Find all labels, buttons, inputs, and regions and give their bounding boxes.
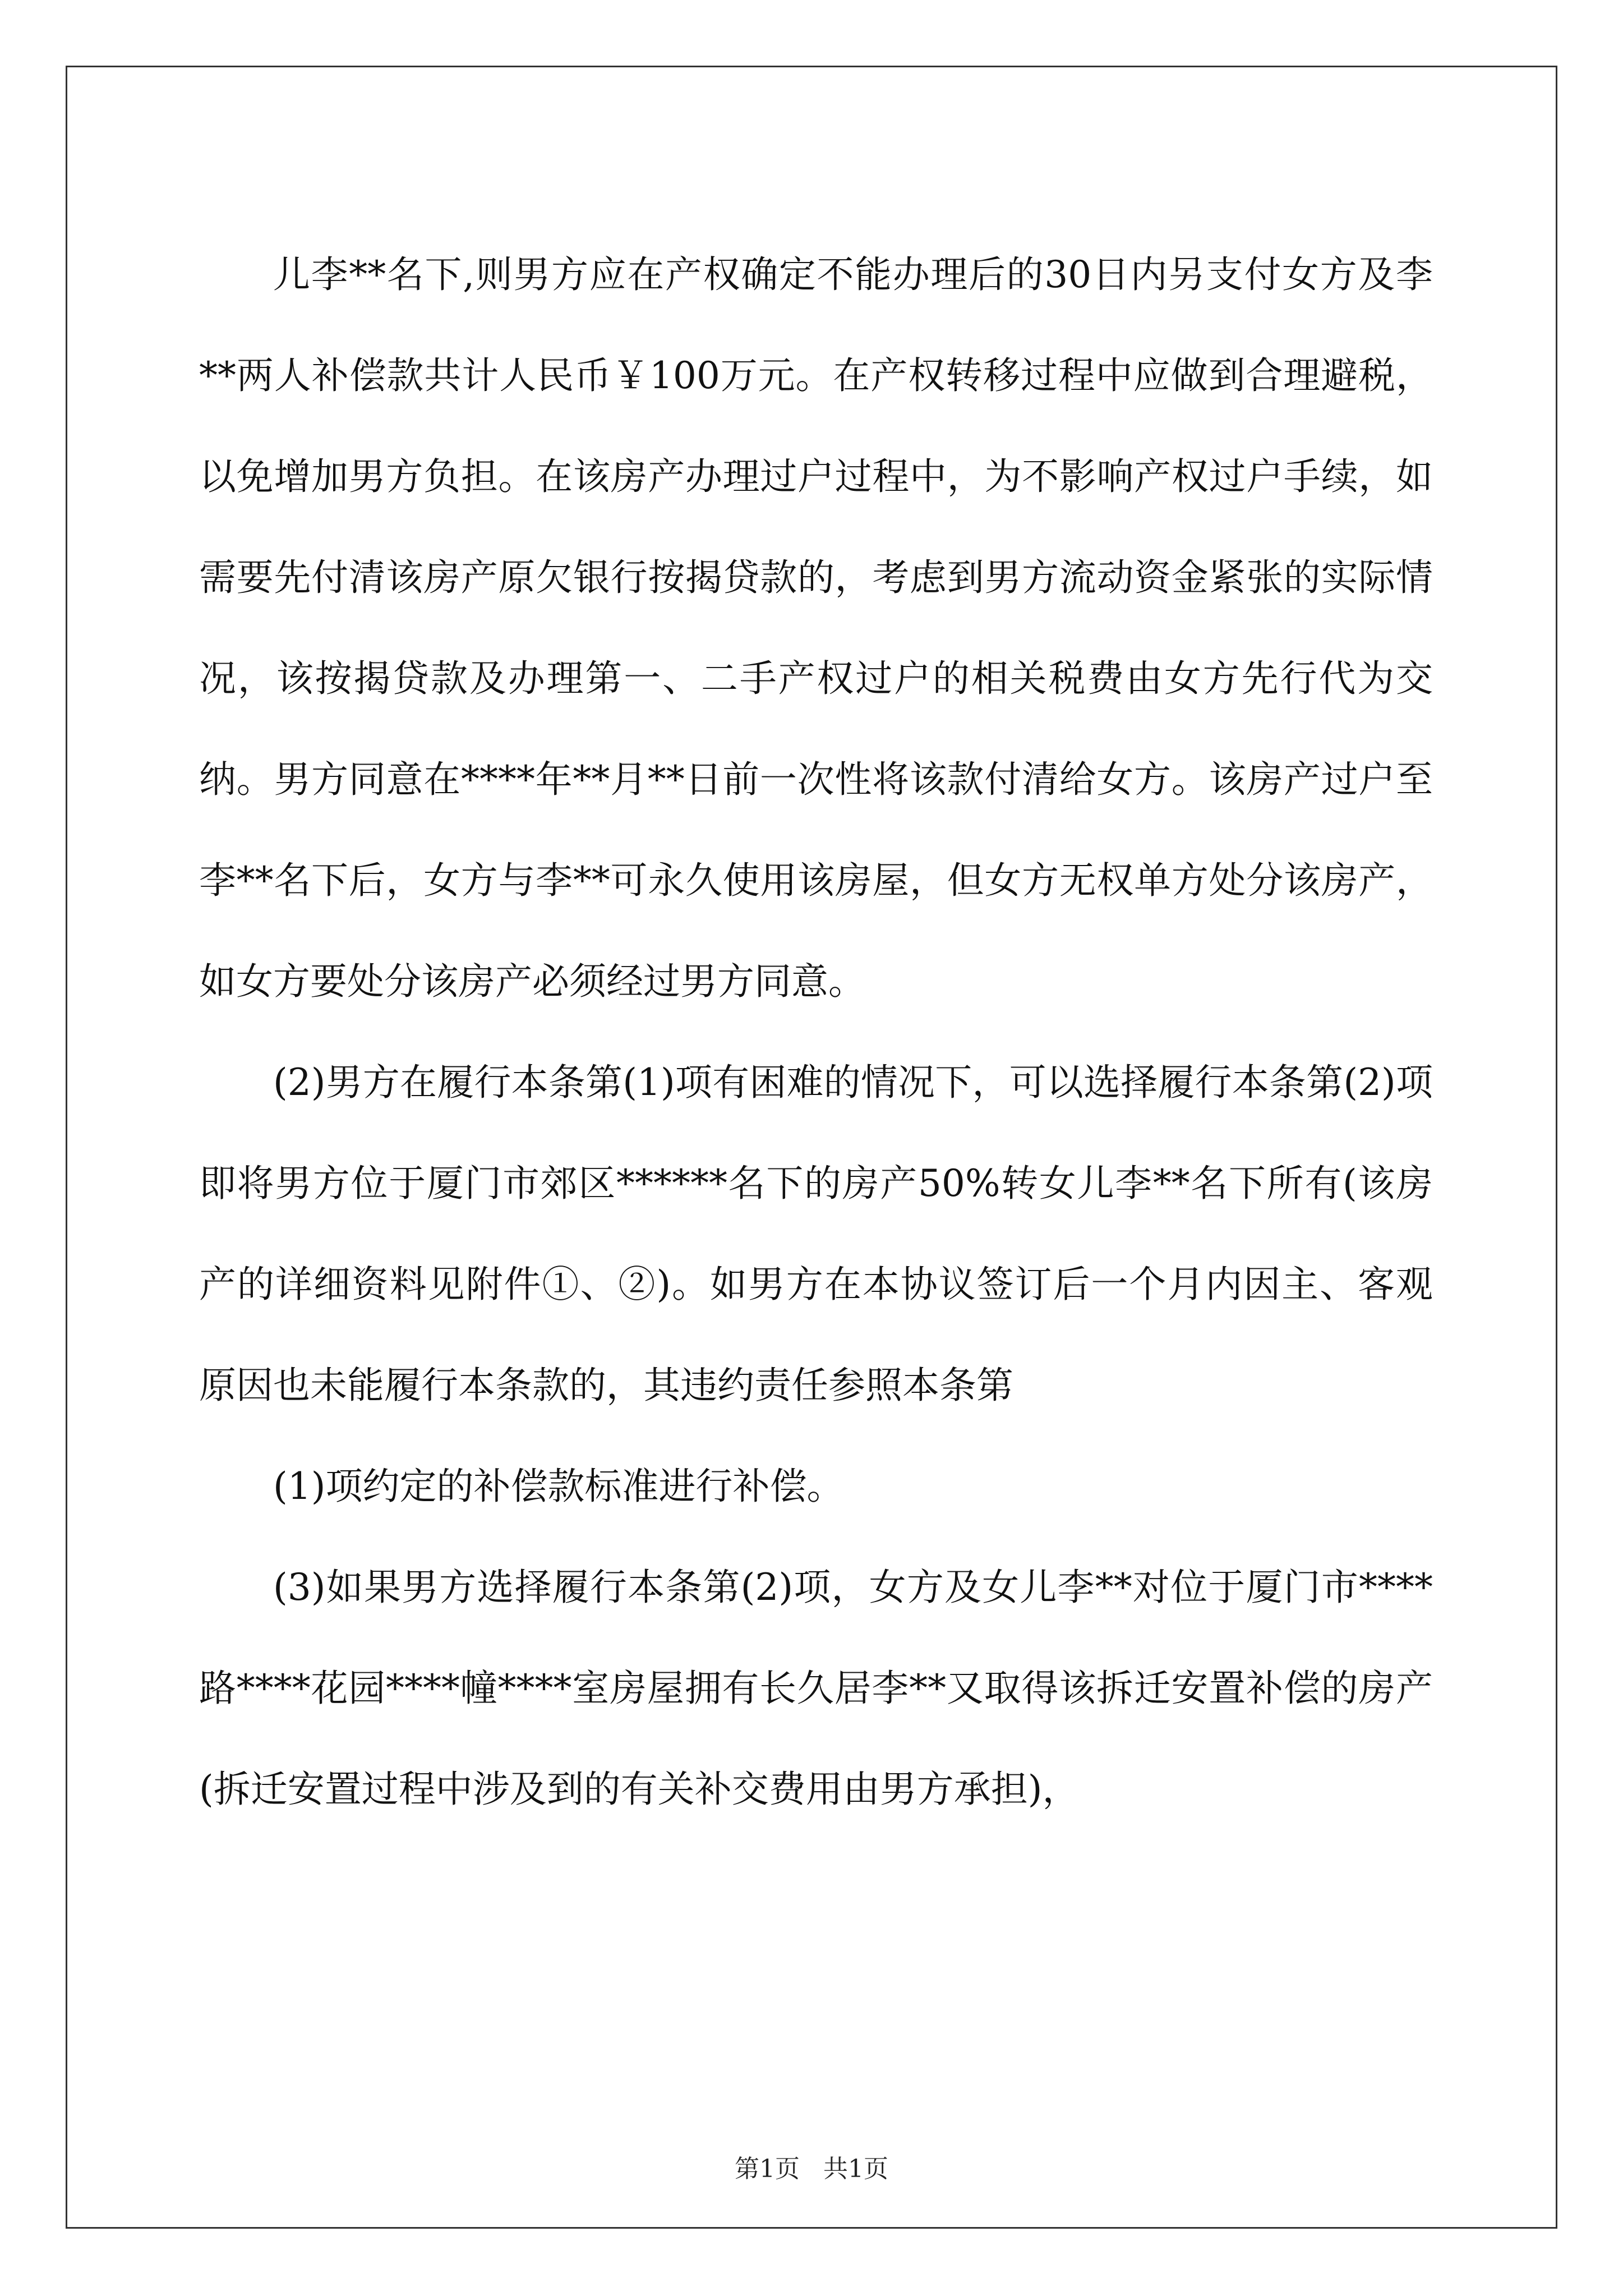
page-footer: 第1页 共1页 — [735, 2155, 888, 2183]
document-body — [199, 224, 1433, 1840]
paragraph-2: (2)男方在履行本条第(1)项有困难的情况下，可以选择履行本条第(2)项即将男方位于厦门市郊区******名下的房产50%转女儿李**名下所有(该房产的详细资料见附件①、②)。如男方在本协议签订后一个月内因主、客观原因也未能履行本条款的，其违约责任参照本条第 — [199, 1061, 1433, 1407]
paragraph-4: (3)如果男方选择履行本条第(2)项，女方及女儿李**对位于厦门市****路****花园****幢****室房屋拥有长久居李**又取得该拆迁安置补偿的房产(拆迁安置过程中涉及到的有关补交费用由男方承担)， — [199, 1566, 1433, 1811]
paragraph-3: (1)项约定的补偿款标准进行补偿。 — [273, 1465, 844, 1508]
paragraph-1: 儿李**名下,则男方应在产权确定不能办理后的30日内另支付女方及李**两人补偿款共计人民币￥100万元。在产权转移过程中应做到合理避税，以免增加男方负担。在该房产办理过户过程中，为不影响产权过户手续，如需要先付清该房产原欠银行按揭贷款的，考虑到男方流动资金紧张的实际情况，该按揭贷款及办理第一、二手产权过户的相关税费由女方先行代为交纳。男方同意在****年**月**日前一次性将该款付清给女方。该房产过户至李**名下后，女方与李**可永久使用该房屋，但女方无权单方处分该房产，如女方要处分该房产必须经过男方同意。 — [199, 253, 1433, 1003]
